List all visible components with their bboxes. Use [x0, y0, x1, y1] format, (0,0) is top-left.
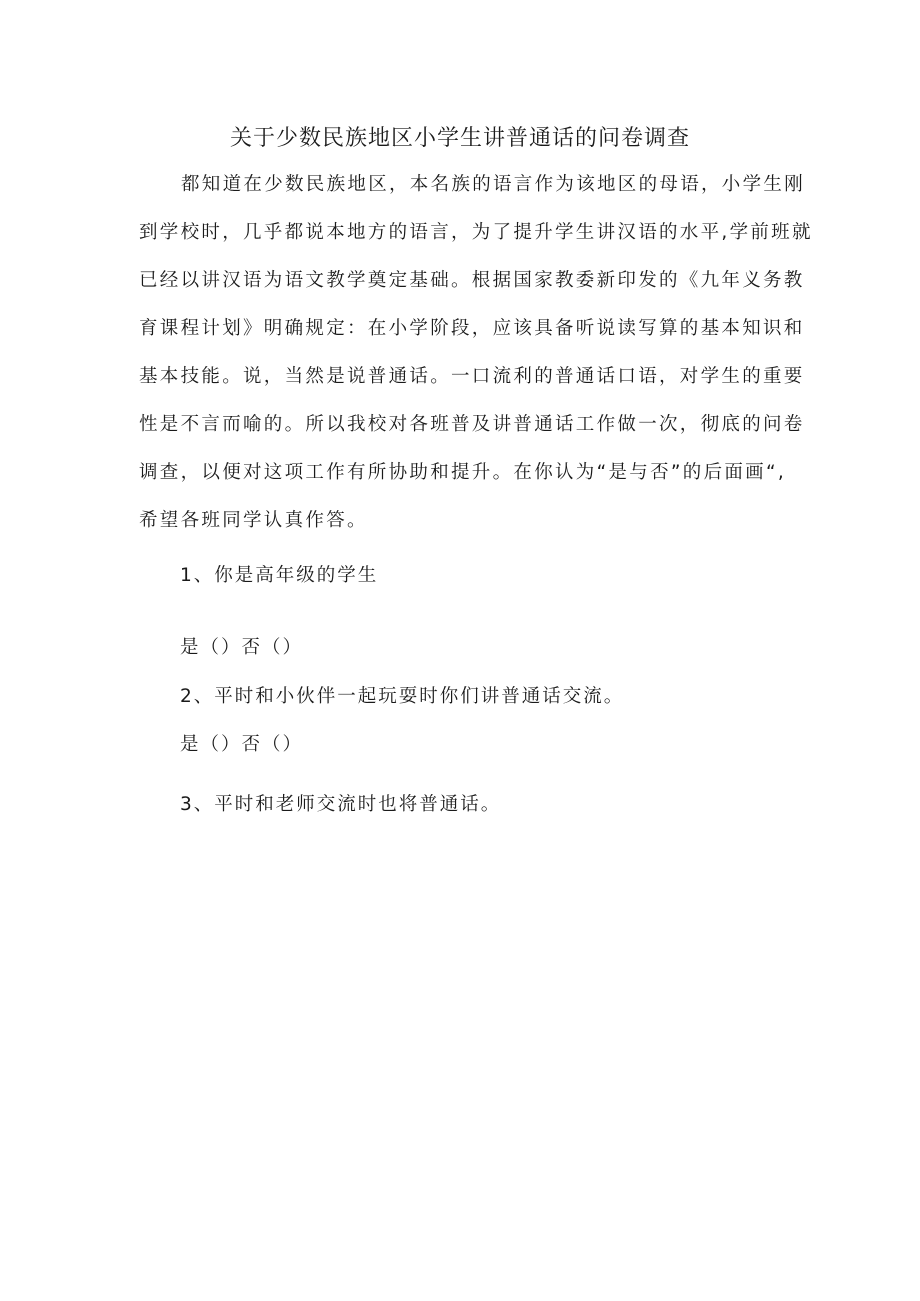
question-1-answer: 是（）否（）	[180, 637, 304, 658]
question-3: 3、平时和老师交流时也将普通话。	[180, 794, 502, 815]
intro-line-6: 性是不言而喻的。所以我校对各班普及讲普通话工作做一次，彻底的问卷	[139, 414, 805, 435]
question-1: 1、你是高年级的学生	[180, 565, 379, 586]
intro-line-3: 已经以讲汉语为语文教学奠定基础。根据国家教委新印发的《九年义务教	[139, 270, 805, 291]
question-2: 2、平时和小伙伴一起玩耍时你们讲普通话交流。	[180, 686, 625, 707]
document-title: 关于少数民族地区小学生讲普通话的问卷调查	[229, 126, 690, 151]
intro-line-2: 到学校时，几乎都说本地方的语言，为了提升学生讲汉语的水平,学前班就	[139, 222, 813, 243]
intro-line-8: 希望各班同学认真作答。	[139, 510, 368, 531]
intro-line-5: 基本技能。说，当然是说普通话。一口流利的普通话口语，对学生的重要	[139, 366, 805, 387]
intro-line-4: 育课程计划》明确规定：在小学阶段，应该具备听说读写算的基本知识和	[139, 318, 805, 339]
intro-line-1: 都知道在少数民族地区，本名族的语言作为该地区的母语，小学生刚	[181, 174, 806, 195]
question-2-answer: 是（）否（）	[180, 734, 304, 755]
intro-line-7: 调查，以便对这项工作有所协助和提升。在你认为“是与否”的后面画“,	[139, 462, 787, 483]
